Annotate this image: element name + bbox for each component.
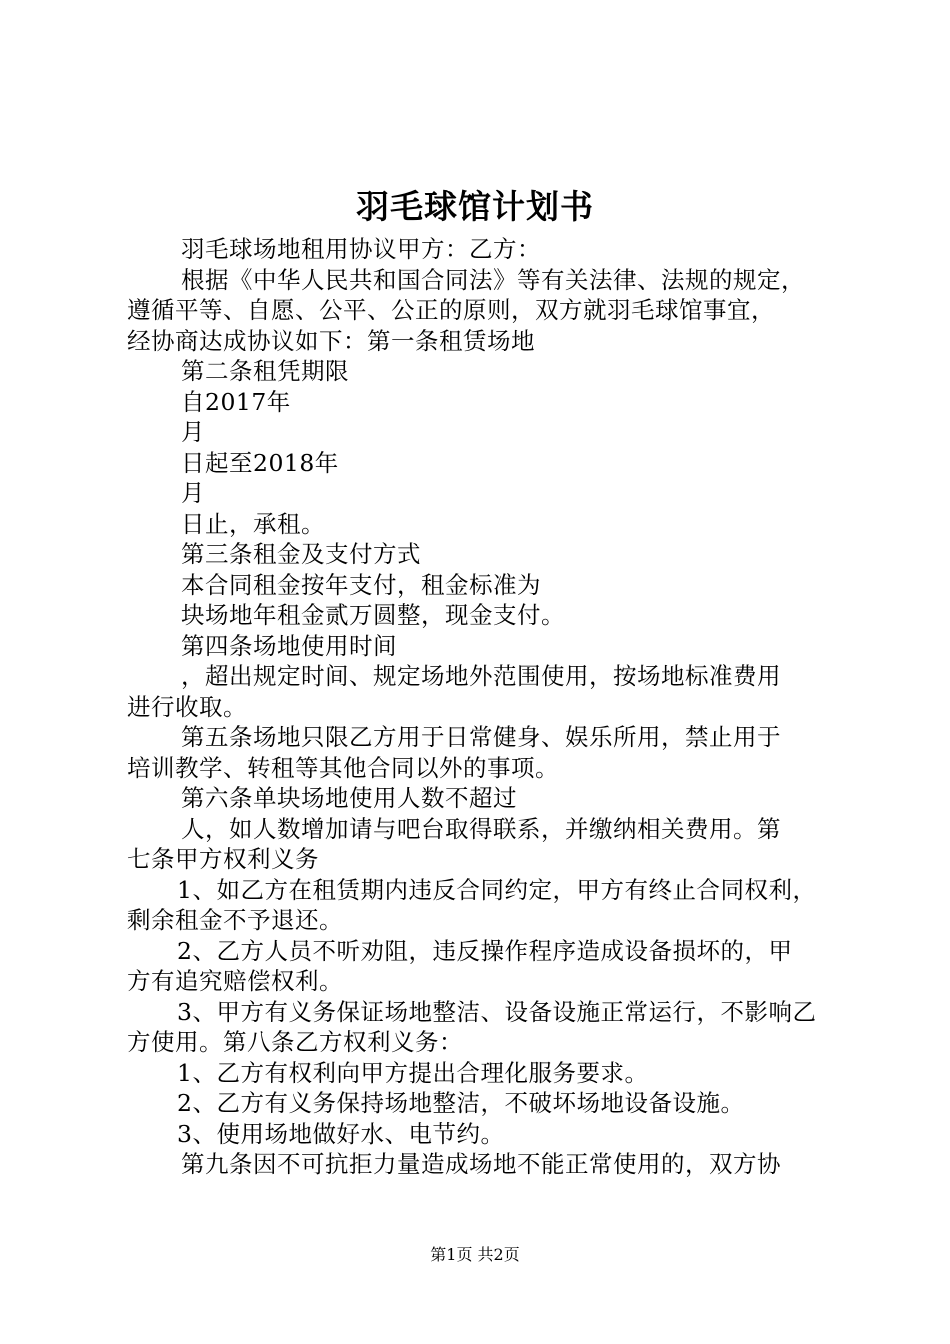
body-line: 剩余租金不予退还。: [127, 906, 343, 934]
body-line: 第二条租凭期限: [181, 357, 349, 385]
body-line: 方有追究赔偿权利。: [127, 967, 343, 995]
body-line: 日起至2018年: [181, 448, 339, 477]
body-line: 3、甲方有义务保证场地整洁、设备设施正常运行，不影响乙: [177, 997, 817, 1026]
body-line: 七条甲方权利义务: [127, 845, 319, 873]
body-line: 人，如人数增加请与吧台取得联系，并缴纳相关费用。第: [181, 814, 781, 843]
body-line: 月: [181, 479, 205, 507]
body-line: 3、使用场地做好水、电节约。: [177, 1119, 505, 1148]
body-line: 2、乙方有义务保持场地整洁，不破坏场地设备设施。: [177, 1089, 745, 1117]
body-line: ，超出规定时间、规定场地外范围使用，按场地标准费用: [181, 662, 781, 690]
body-line: 月: [181, 418, 205, 446]
body-line: 方使用。第八条乙方权利义务：: [127, 1028, 463, 1056]
body-line: 1、乙方有权利向甲方提出合理化服务要求。: [177, 1058, 649, 1087]
body-line: 进行收取。: [127, 692, 247, 721]
body-line: 第四条场地使用时间: [181, 631, 397, 660]
body-line: 日止，承租。: [181, 509, 325, 538]
body-line: 2、乙方人员不听劝阻，违反操作程序造成设备损坏的，甲: [177, 936, 793, 965]
body-line: 第九条因不可抗拒力量造成场地不能正常使用的，双方协: [181, 1150, 781, 1178]
body-line: 培训教学、转租等其他合同以外的事项。: [127, 753, 559, 782]
document-body: [127, 234, 842, 1180]
body-line: 1、如乙方在租赁期内违反合同约定，甲方有终止合同权利，: [177, 875, 817, 904]
body-line: 遵循平等、自愿、公平、公正的原则，双方就羽毛球馆事宜，: [127, 296, 775, 324]
body-line: 经协商达成协议如下：第一条租赁场地: [127, 326, 535, 355]
body-line: 自2017年: [181, 387, 291, 416]
body-line: 第六条单块场地使用人数不超过: [181, 784, 517, 812]
body-line: 羽毛球场地租用协议甲方：乙方：: [181, 235, 541, 263]
body-line: 第三条租金及支付方式: [181, 540, 421, 568]
body-line: 根据《中华人民共和国合同法》等有关法律、法规的规定，: [181, 265, 805, 294]
body-line: 块场地年租金贰万圆整，现金支付。: [181, 601, 565, 629]
page-footer: 第1页 共2页: [430, 1245, 520, 1264]
document-title: 羽毛球馆计划书: [356, 187, 594, 226]
body-line: 第五条场地只限乙方用于日常健身、娱乐所用，禁止用于: [181, 723, 781, 751]
body-line: 本合同租金按年支付，租金标准为: [181, 570, 541, 599]
